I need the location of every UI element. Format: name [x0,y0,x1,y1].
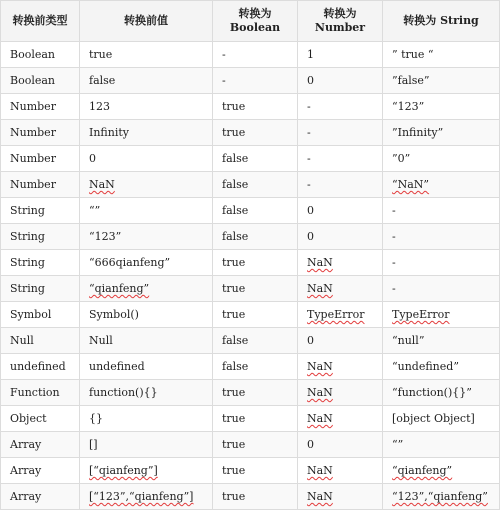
to-number-cell: - [298,146,383,172]
to-number-cell: NaN [298,458,383,484]
to-number-cell: NaN [298,484,383,510]
to-string-cell: [object Object] [383,406,500,432]
to-string-cell: “” [383,432,500,458]
header-row [1,1,500,42]
to-number-cell: - [298,120,383,146]
to-boolean-cell: true [213,302,298,328]
table-row [1,276,500,302]
to-string-cell: ”0” [383,146,500,172]
to-number-cell: NaN [298,380,383,406]
to-string-cell: ” true “ [383,42,500,68]
to-number-cell: 0 [298,68,383,94]
to-string-cell: “qianfeng” [383,458,500,484]
source-type-cell: String [1,250,80,276]
table-row [1,484,500,510]
to-number-cell: NaN [298,354,383,380]
to-number-cell: - [298,172,383,198]
to-string-cell: “123”,“qianfeng” [383,484,500,510]
header-to-string: 转换为 String [383,1,500,42]
table-row [1,42,500,68]
source-type-cell: Boolean [1,42,80,68]
table-row [1,328,500,354]
source-type-cell: Number [1,172,80,198]
to-boolean-cell: false [213,224,298,250]
source-value-cell: “666qianfeng” [80,250,213,276]
to-boolean-cell: true [213,406,298,432]
to-string-cell: “undefined” [383,354,500,380]
table-header [1,1,500,42]
source-type-cell: Number [1,94,80,120]
to-number-cell: 0 [298,432,383,458]
to-boolean-cell: true [213,276,298,302]
table-row [1,172,500,198]
to-boolean-cell: true [213,432,298,458]
source-type-cell: Number [1,146,80,172]
to-number-cell: 0 [298,328,383,354]
table-row [1,224,500,250]
source-type-cell: Array [1,458,80,484]
to-string-cell: - [383,224,500,250]
to-boolean-cell: false [213,328,298,354]
to-boolean-cell: - [213,68,298,94]
to-string-cell: - [383,276,500,302]
source-type-cell: undefined [1,354,80,380]
header-source-type: 转换前类型 [1,1,80,42]
table-body [1,42,500,510]
to-boolean-cell: - [213,42,298,68]
to-number-cell: - [298,94,383,120]
source-type-cell: Array [1,484,80,510]
source-value-cell: [“qianfeng”] [80,458,213,484]
table-row [1,354,500,380]
to-number-cell: 0 [298,224,383,250]
to-number-cell: TypeError [298,302,383,328]
source-type-cell: Symbol [1,302,80,328]
source-value-cell: 123 [80,94,213,120]
table-row [1,94,500,120]
source-type-cell: String [1,198,80,224]
to-boolean-cell: true [213,484,298,510]
to-string-cell: - [383,198,500,224]
source-value-cell: Infinity [80,120,213,146]
to-number-cell: NaN [298,406,383,432]
source-type-cell: Number [1,120,80,146]
to-boolean-cell: true [213,458,298,484]
to-string-cell: “null” [383,328,500,354]
to-boolean-cell: false [213,198,298,224]
table-row [1,68,500,94]
table-row [1,406,500,432]
source-value-cell: false [80,68,213,94]
source-value-cell: “123” [80,224,213,250]
to-boolean-cell: true [213,94,298,120]
source-value-cell: “” [80,198,213,224]
source-value-cell: “qianfeng” [80,276,213,302]
source-value-cell: Null [80,328,213,354]
to-number-cell: NaN [298,276,383,302]
source-value-cell: true [80,42,213,68]
source-value-cell: 0 [80,146,213,172]
source-type-cell: String [1,276,80,302]
to-string-cell: “NaN” [383,172,500,198]
source-type-cell: Object [1,406,80,432]
table-row [1,380,500,406]
to-string-cell: ”Infinity” [383,120,500,146]
source-type-cell: Boolean [1,68,80,94]
source-type-cell: Function [1,380,80,406]
to-string-cell: TypeError [383,302,500,328]
table-row [1,120,500,146]
header-source-value: 转换前值 [80,1,213,42]
to-boolean-cell: true [213,380,298,406]
source-value-cell: function(){} [80,380,213,406]
source-type-cell: String [1,224,80,250]
to-number-cell: 1 [298,42,383,68]
to-string-cell: - [383,250,500,276]
table-row [1,198,500,224]
to-string-cell: “function(){}” [383,380,500,406]
source-type-cell: Null [1,328,80,354]
source-value-cell: undefined [80,354,213,380]
table-row [1,432,500,458]
to-boolean-cell: true [213,120,298,146]
header-to-boolean: 转换为 Boolean [213,1,298,42]
to-string-cell: ”false” [383,68,500,94]
to-number-cell: NaN [298,250,383,276]
header-to-number: 转换为 Number [298,1,383,42]
table-row [1,250,500,276]
source-value-cell: [“123”,“qianfeng”] [80,484,213,510]
to-boolean-cell: false [213,172,298,198]
to-string-cell: “123” [383,94,500,120]
to-boolean-cell: true [213,250,298,276]
source-value-cell: {} [80,406,213,432]
source-value-cell: NaN [80,172,213,198]
table-row [1,302,500,328]
to-number-cell: 0 [298,198,383,224]
source-value-cell: Symbol() [80,302,213,328]
table-row [1,146,500,172]
to-boolean-cell: false [213,354,298,380]
source-type-cell: Array [1,432,80,458]
table-row [1,458,500,484]
to-boolean-cell: false [213,146,298,172]
source-value-cell: [] [80,432,213,458]
